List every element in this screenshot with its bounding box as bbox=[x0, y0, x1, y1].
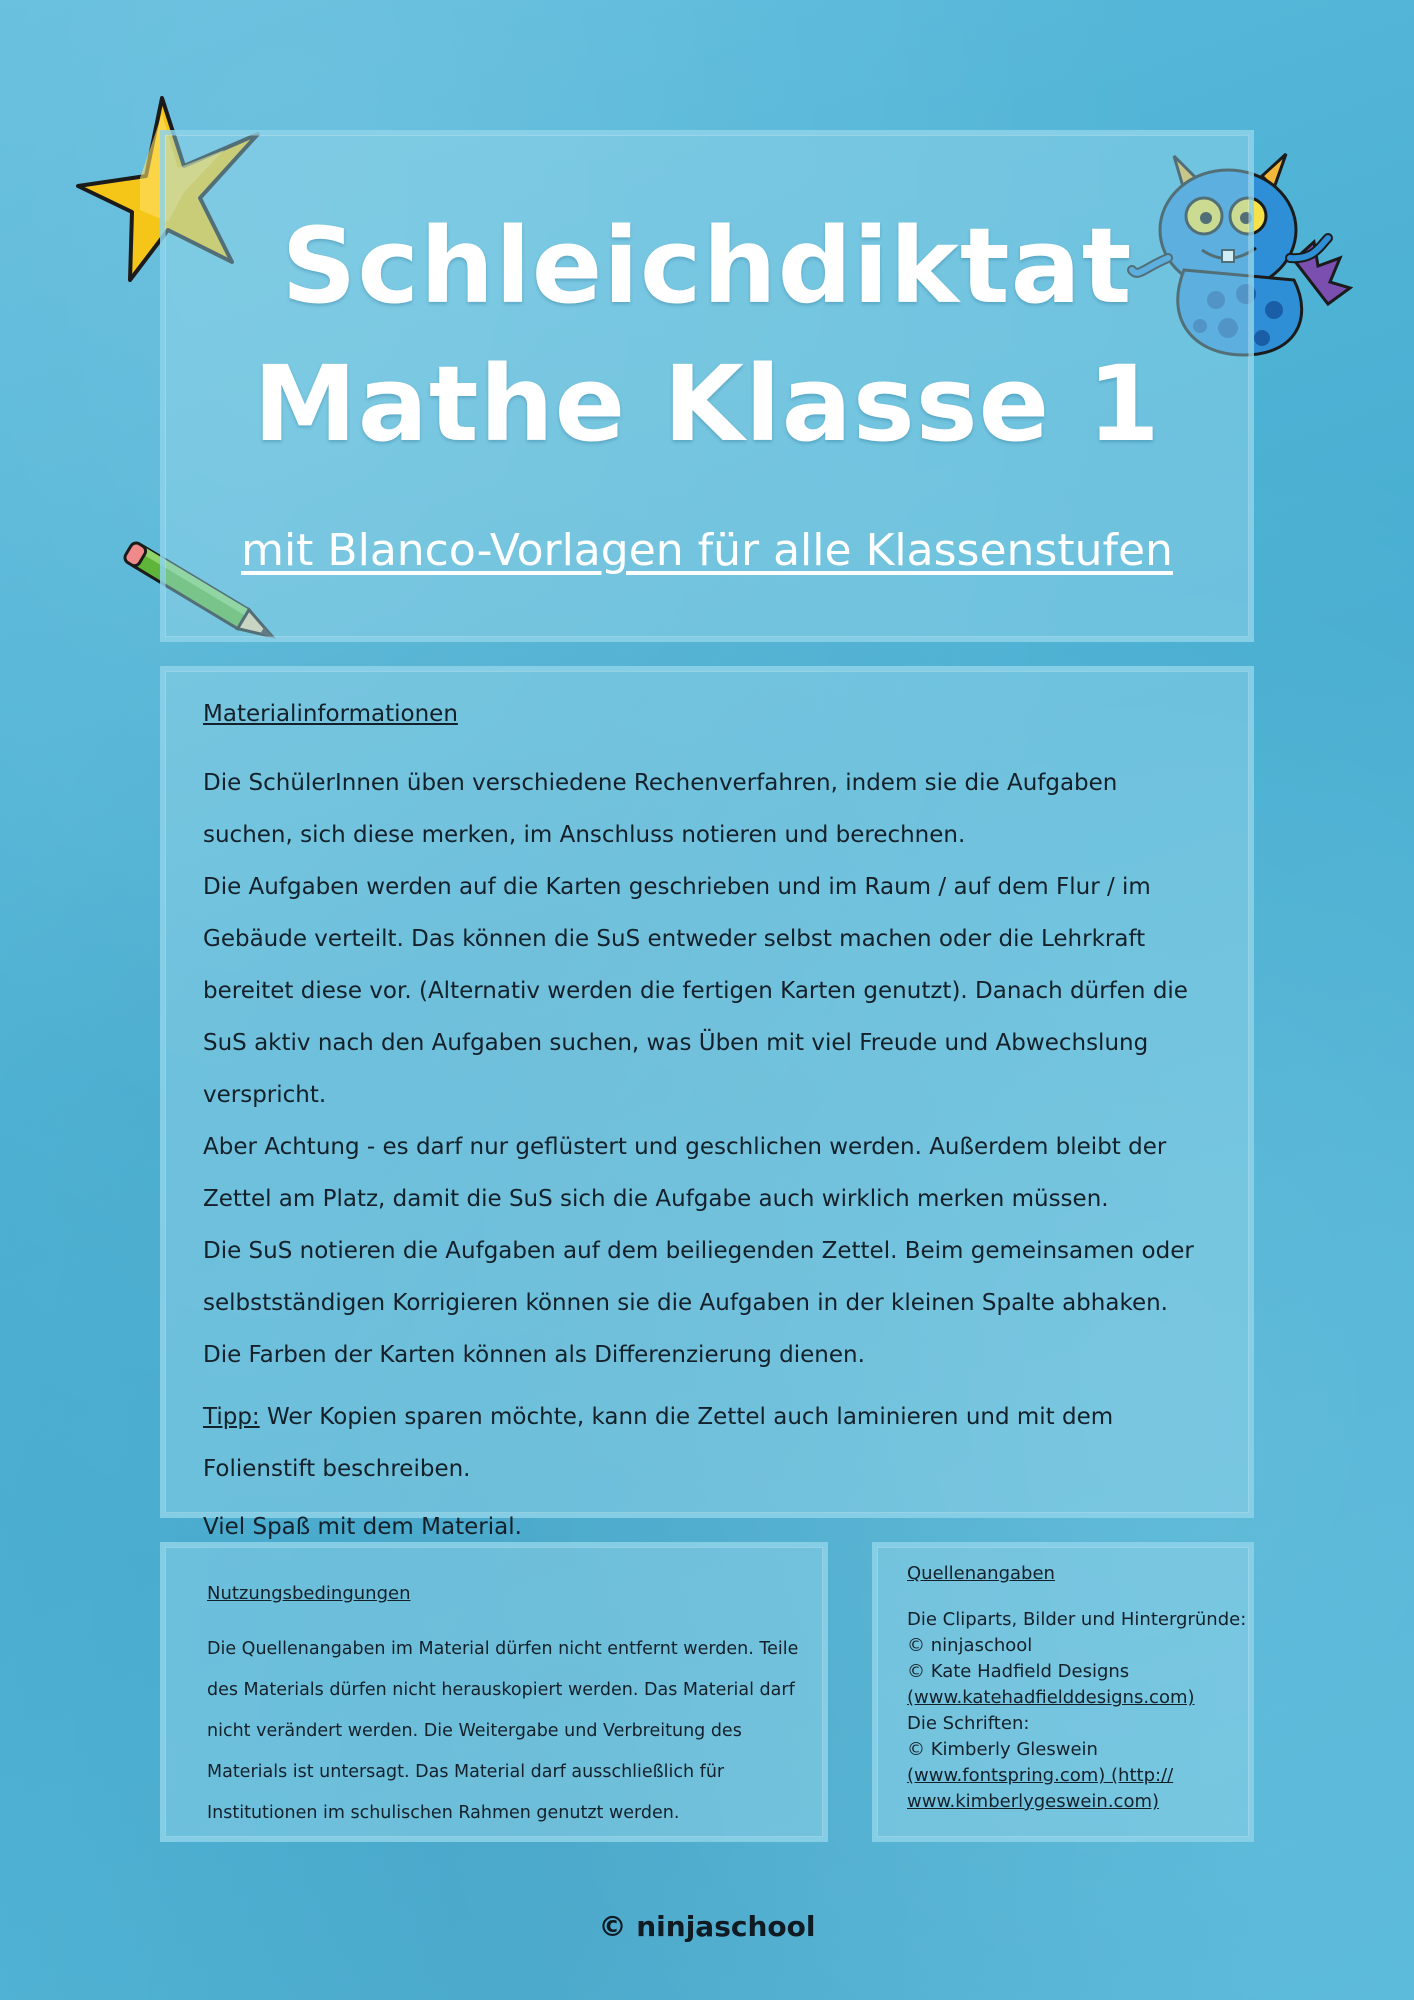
material-info-panel bbox=[160, 666, 1254, 1540]
title-panel bbox=[160, 130, 1254, 642]
info-paragraph: Die Aufgaben werden auf die Karten geschrieben und im Raum / auf dem Flur / im Gebäude verteilt. Das können die SuS entweder selbst machen oder die Lehrkraft bereitet diese vor. (Alternativ werden die fertigen Karten genutzt). Danach dürfen die SuS aktiv nach den Aufgaben suchen, was Üben mit viel Freude und Abwechslung verspricht. bbox=[203, 874, 1188, 1108]
fonts-label: Die Schriften: bbox=[907, 1713, 1030, 1734]
link-kimberlygeswein[interactable]: www.kimberlygeswein.com) bbox=[907, 1791, 1160, 1812]
tip-label: Tipp: bbox=[203, 1404, 260, 1430]
credit-kate-hadfield: © Kate Hadfield Designs bbox=[907, 1661, 1130, 1682]
info-paragraph: Die SuS notieren die Aufgaben auf dem beiliegenden Zettel. Beim gemeinsamen oder selbstständigen Korrigieren können sie die Aufgaben in der kleinen Spalte abhaken. Die Farben der Karten können als Differenzierung dienen. bbox=[203, 1238, 1194, 1368]
page-title-line-1: Schleichdiktat bbox=[281, 205, 1133, 327]
link-katehadfielddesigns[interactable]: (www.katehadfielddesigns.com) bbox=[907, 1687, 1195, 1708]
info-paragraph: Die SchülerInnen üben verschiedene Rechenverfahren, indem sie die Aufgaben suchen, sich diese merken, im Anschluss notieren und berechnen. bbox=[203, 770, 1118, 848]
material-info-heading: Materialinformationen bbox=[203, 701, 458, 727]
terms-text: Die Quellenangaben im Material dürfen nicht entfernt werden. Teile des Materials dürfen nicht herauskopiert werden. Das Material darf nicht verändert werden. Die Weitergabe und Verbreitung des Materials ist untersagt. Das Material darf ausschließlich für Institutionen im schulischen Rahmen genutzt werden. bbox=[207, 1639, 799, 1823]
info-tip bbox=[203, 1391, 1213, 1495]
link-fontspring[interactable]: (www.fontspring.com) (http:// bbox=[907, 1765, 1174, 1786]
info-closing: Viel Spaß mit dem Material. bbox=[203, 1514, 522, 1540]
page-title-line-2: Mathe Klasse 1 bbox=[253, 343, 1161, 465]
tip-text: Wer Kopien sparen möchte, kann die Zettel auch laminieren und mit dem Folienstift beschreiben. bbox=[203, 1404, 1114, 1482]
cliparts-label: Die Cliparts, Bilder und Hintergründe: bbox=[907, 1609, 1247, 1630]
credit-ninjaschool: © ninjaschool bbox=[907, 1635, 1033, 1656]
info-paragraph: Aber Achtung - es darf nur geflüstert und geschlichen werden. Außerdem bleibt der Zettel am Platz, damit die SuS sich die Aufgabe auch wirklich merken müssen. bbox=[203, 1134, 1167, 1212]
sources-body bbox=[907, 1607, 1247, 1815]
footer-copyright: © ninjaschool bbox=[598, 1910, 816, 1943]
sources-panel bbox=[872, 1542, 1254, 1842]
material-info-body bbox=[203, 757, 1213, 1553]
sources-heading: Quellenangaben bbox=[907, 1563, 1055, 1584]
terms-heading: Nutzungsbedingungen bbox=[207, 1583, 411, 1604]
terms-of-use-panel bbox=[160, 1542, 828, 1842]
credit-kimberly-geswein: © Kimberly Gleswein bbox=[907, 1739, 1098, 1760]
page-subtitle: mit Blanco-Vorlagen für alle Klassenstufen bbox=[241, 525, 1173, 576]
